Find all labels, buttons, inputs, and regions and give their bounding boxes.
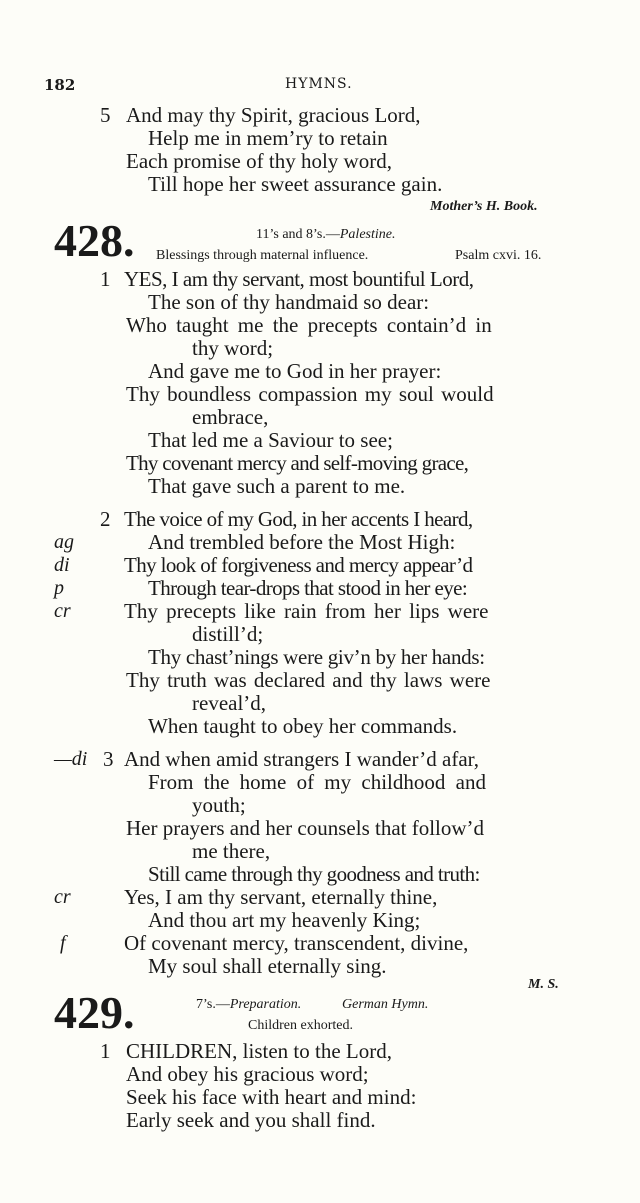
hymn-line: Thy truth was declared and thy laws were (126, 668, 491, 692)
hymn-line: distill’d; (192, 622, 264, 646)
hymn-line: reveal’d, (192, 691, 267, 715)
hymn-line: Thy chast’nings were giv’n by her hands: (148, 645, 485, 669)
dynamic-mark: cr (54, 600, 71, 622)
hymn-number: 428. (54, 215, 135, 266)
hymn-meter (256, 227, 395, 243)
hymn-line: Help me in mem’ry to retain (148, 126, 388, 150)
dynamic-mark: ag (54, 531, 74, 553)
hymn-line: The voice of my God, in her accents I heard, (124, 507, 473, 531)
hymn-line: And gave me to God in her prayer: (148, 359, 442, 383)
hymn-line: Thy boundless compassion my soul would (126, 382, 494, 406)
hymn-line: CHILDREN, listen to the Lord, (126, 1039, 392, 1063)
hymn-line: That gave such a parent to me. (148, 474, 406, 498)
meter-text: 11’s and 8’s.— (256, 227, 340, 242)
hymn-source: Mother’s H. Book. (430, 199, 538, 214)
hymn-number: 429. (54, 987, 135, 1038)
hymn-line: embrace, (192, 405, 269, 429)
hymn-line: youth; (192, 793, 246, 817)
hymn-line: Still came through thy goodness and truth: (148, 862, 480, 886)
tune-name: Preparation. (229, 997, 302, 1012)
hymn-line: me there, (192, 839, 271, 863)
stanza-number: 3 (103, 747, 114, 771)
hymn-line: Her prayers and her counsels that follow’d (126, 816, 485, 840)
tune-name: Palestine. (339, 227, 396, 242)
hymn-line: And trembled before the Most High: (148, 530, 456, 554)
meter-text: 7’s.— (196, 997, 230, 1012)
dynamic-mark: cr (54, 886, 71, 908)
page-number: 182 (44, 76, 76, 94)
hymn-line: Thy precepts like rain from her lips were (124, 599, 489, 623)
hymn-line: Seek his face with heart and mind: (126, 1085, 417, 1109)
dynamic-mark: —di (54, 748, 88, 770)
hymn-line: And when amid strangers I wander’d afar, (124, 747, 480, 771)
hymn-meter (196, 997, 301, 1013)
hymn-line: From the home of my childhood and (148, 770, 486, 794)
hymn-line: And obey his gracious word; (126, 1062, 369, 1086)
hymn-line: Thy look of forgiveness and mercy appear’d (124, 553, 473, 577)
hymn-line: And may thy Spirit, gracious Lord, (126, 103, 421, 127)
hymn-line: Through tear-drops that stood in her eye: (148, 576, 468, 600)
hymn-line: That led me a Saviour to see; (148, 428, 393, 452)
hymn-line: Each promise of thy holy word, (126, 149, 392, 173)
stanza-number: 1 (100, 267, 111, 291)
hymn-line: My soul shall eternally sing. (148, 954, 387, 978)
hymn-line: Yes, I am thy servant, eternally thine, (124, 885, 438, 909)
hymn-line: Of covenant mercy, transcendent, divine, (124, 931, 469, 955)
hymn-subject: Blessings through maternal influence. (156, 248, 369, 263)
hymn-line: And thou art my heavenly King; (148, 908, 421, 932)
dynamic-mark: p (54, 577, 64, 599)
dynamic-mark: di (54, 554, 70, 576)
hymn-line: Who taught me the precepts contain’d in (126, 313, 492, 337)
running-title: HYMNS. (285, 76, 353, 92)
hymn-line: YES, I am thy servant, most bountiful Lord, (124, 267, 474, 291)
stanza-number: 1 (100, 1039, 111, 1063)
hymn-line: Early seek and you shall find. (126, 1108, 376, 1132)
hymn-line: The son of thy handmaid so dear: (148, 290, 430, 314)
stanza-number: 2 (100, 507, 111, 531)
scripture-reference: Psalm cxvi. 16. (455, 248, 542, 263)
hymn-line: Thy covenant mercy and self-moving grace, (126, 451, 469, 475)
hymn-line: thy word; (192, 336, 274, 360)
hymn-line: When taught to obey her commands. (148, 714, 458, 738)
hymn-subject: Children exhorted. (248, 1018, 353, 1033)
hymn-author: M. S. (528, 977, 559, 992)
stanza-number: 5 (100, 103, 111, 127)
dynamic-mark: f (60, 932, 66, 954)
hymn-line: Till hope her sweet assurance gain. (148, 172, 443, 196)
hymn-source: German Hymn. (342, 997, 429, 1012)
